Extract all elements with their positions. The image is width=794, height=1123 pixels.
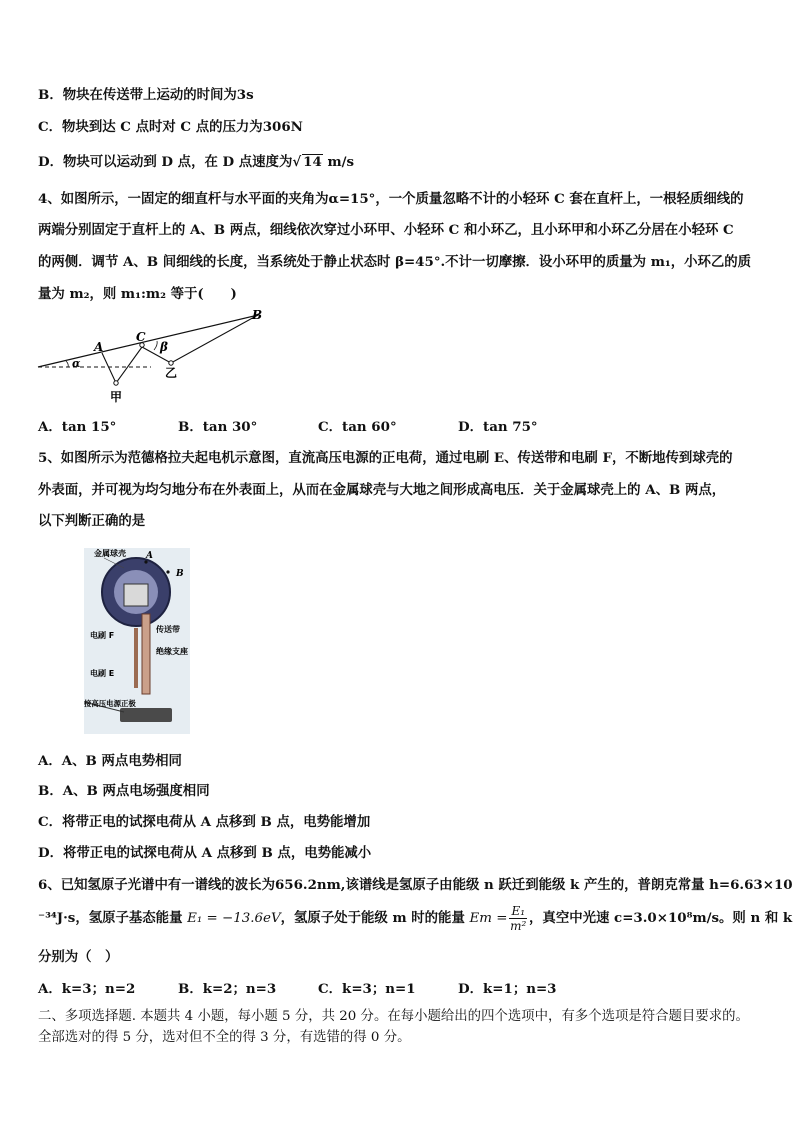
alpha-arc	[66, 361, 68, 367]
q4-options	[38, 416, 538, 435]
label-beta: β	[160, 340, 168, 354]
q6-option-c[interactable]: C．k=3；n=1	[318, 981, 416, 997]
sqrt-sign: √	[292, 154, 302, 170]
q5-option-a[interactable]: A．A、B 两点电势相同	[38, 753, 182, 769]
label-yi: 乙	[165, 366, 178, 380]
q5-option-c[interactable]: C．将带正电的试探电荷从 A 点移到 B 点，电势能增加	[38, 814, 371, 830]
q6-line2-b: ，氢原子处于能级 m 时的能量	[280, 910, 465, 926]
q6-em-num: E₁	[511, 904, 526, 918]
q4-option-d[interactable]: D．tan 75°	[458, 419, 538, 435]
label-a: A	[146, 551, 153, 561]
q6-line2-a: ⁻³⁴J·s，氢原子基态能量	[38, 910, 183, 926]
section2-line1: 二、多项选择题. 本题共 4 小题，每小题 5 分，共 20 分。在每小题给出的四个选项中，有多个选项是符合题目要求的。	[38, 1009, 749, 1024]
q6-em-frac	[509, 904, 527, 933]
beta-arc	[154, 341, 157, 350]
q6-line1: 6、已知氢原子光谱中有一谱线的波长为656.2nm,该谱线是氢原子由能级 n 跃迁到能级 k 产生的，普朗克常量 h=6.63×10	[38, 877, 793, 893]
label-b: B	[176, 569, 184, 579]
ring-yi	[169, 361, 173, 365]
ring-jia	[114, 381, 118, 385]
point-b	[166, 570, 169, 573]
q6-option-d[interactable]: D．k=1；n=3	[458, 981, 557, 997]
label-alpha: α	[72, 357, 81, 370]
label-a: A	[94, 340, 104, 354]
label-brush-e: 电刷 E	[90, 669, 115, 678]
q5-line3: 以下判断正确的是	[38, 513, 146, 529]
q4-line4: 量为 m₂，则 m₁:m₂ 等于( )	[38, 286, 237, 302]
q4-option-b[interactable]: B．tan 30°	[178, 419, 258, 435]
q4-line3: 的两侧．调节 A、B 间细线的长度，当系统处于静止状态时 β=45°.不计一切摩擦．设小环甲的质量为 m₁，小环乙的质	[38, 254, 752, 270]
q6-line3: 分别为（ ）	[38, 949, 119, 965]
q5-figure	[84, 548, 190, 734]
q6-e1-expr: E₁ = −13.6eV	[187, 911, 281, 926]
q4-option-a[interactable]: A．tan 15°	[38, 419, 117, 435]
label-c: C	[136, 330, 146, 344]
prev-option-b: B．物块在传送带上运动的时间为3s	[38, 87, 254, 103]
conveyor-belt	[142, 614, 150, 694]
brush-f-block	[124, 584, 148, 606]
q4-line2: 两端分别固定于直杆上的 A、B 两点，细线依次穿过小环甲、小轻环 C 和小环乙，且小环甲和小环乙分居在小轻环 C	[38, 222, 734, 238]
q6-em-lhs: Em =	[469, 911, 508, 926]
label-source: 接高压电源正极	[84, 699, 136, 708]
q4-option-c[interactable]: C．tan 60°	[318, 419, 397, 435]
label-jia: 甲	[110, 390, 123, 404]
q6-line2-c: ，真空中光速 c=3.0×10⁸m/s。则 n 和 k	[529, 910, 793, 926]
section2-line2: 全部选对的得 5 分，选对但不全的得 3 分，有选错的得 0 分。	[38, 1030, 411, 1045]
q4-figure	[36, 305, 276, 405]
q5-option-d[interactable]: D．将带正电的试探电荷从 A 点移到 B 点，电势能减小	[38, 845, 372, 861]
thread-line	[102, 315, 258, 383]
q6-option-a[interactable]: A．k=3；n=2	[38, 981, 136, 997]
prev-option-d	[38, 151, 354, 170]
q4-line1: 4、如图所示，一固定的细直杆与水平面的夹角为α=15°，一个质量忽略不计的小轻环 C 套在直杆上，一根轻质细线的	[38, 191, 744, 207]
q5-line2: 外表面，并可视为均匀地分布在外表面上，从而在金属球壳与大地之间形成高电压．关于金属球壳上的 A、B 两点，	[38, 482, 726, 498]
base	[120, 708, 172, 722]
rod-line	[38, 315, 258, 367]
label-stand: 绝缘支座	[156, 647, 188, 656]
insulating-stand	[134, 628, 138, 688]
q6-em-den: m²	[510, 919, 527, 933]
label-belt: 传送带	[156, 625, 180, 634]
label-brush-f: 电刷 F	[90, 631, 115, 640]
q5-line1: 5、如图所示为范德格拉夫起电机示意图，直流高压电源的正电荷，通过电刷 E、传送带和电刷 F，不断地传到球壳的	[38, 450, 733, 466]
prev-option-d-text: D．物块可以运动到 D 点，在 D 点速度为	[38, 154, 293, 170]
q6-line2	[38, 904, 792, 933]
label-shell: 金属球壳	[94, 549, 126, 558]
prev-option-d-unit: m/s	[327, 154, 355, 170]
q6-options	[38, 978, 556, 997]
q6-option-b[interactable]: B．k=2；n=3	[178, 981, 277, 997]
prev-option-d-sqrt: 14	[303, 154, 322, 170]
q5-option-b[interactable]: B．A、B 两点电场强度相同	[38, 783, 210, 799]
prev-option-c: C．物块到达 C 点时对 C 点的压力为306N	[38, 119, 303, 135]
label-b: B	[252, 308, 263, 322]
